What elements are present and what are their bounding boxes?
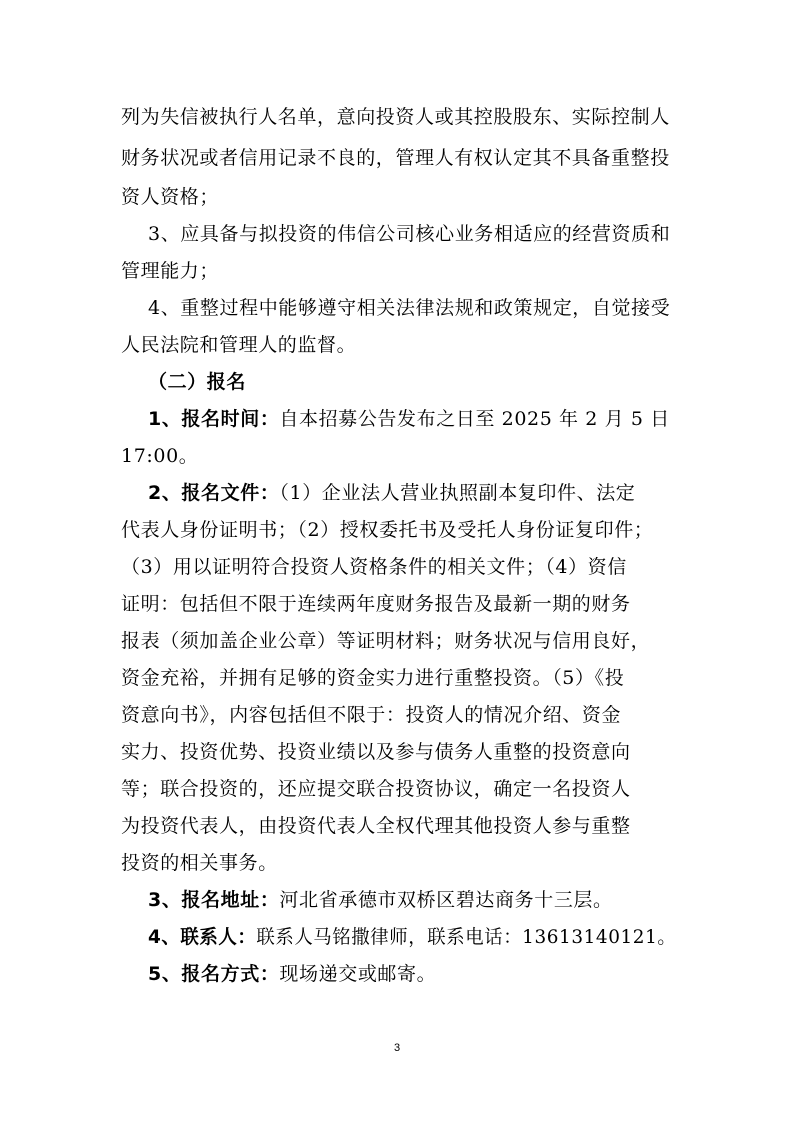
item-registration-address: [148, 887, 613, 913]
section-heading: （二）报名: [148, 371, 247, 393]
item-text: 自本招募公告发布之日至 2025 年 2 月 5 日: [279, 408, 670, 430]
item-label: 4、联系人：: [148, 926, 257, 948]
body-line: 资意向书》，内容包括但不限于：投资人的情况介绍、资金: [121, 704, 622, 726]
item-label: 5、报名方式：: [148, 963, 280, 985]
item-registration-documents: [148, 480, 635, 506]
item-registration-time: [148, 406, 670, 432]
body-line: 代表人身份证明书；（2）授权委托书及受托人身份证复印件；: [121, 519, 654, 541]
body-line: 资人资格；: [121, 186, 220, 208]
body-line: 3、应具备与拟投资的伟信公司核心业务相适应的经营资质和: [148, 223, 671, 245]
body-line: 管理能力；: [121, 260, 220, 282]
page-number: 3: [393, 1042, 401, 1054]
body-line: 等；联合投资的，还应提交联合投资协议，确定一名投资人: [121, 778, 631, 800]
body-line: 投资的相关事务。: [121, 852, 278, 874]
body-line: 资金充裕，并拥有足够的资金实力进行重整投资。（5）《投: [121, 667, 625, 689]
body-line: 4、重整过程中能够遵守相关法律法规和政策规定，自觉接受: [148, 297, 671, 319]
item-label: 2、报名文件：: [148, 482, 280, 504]
item-label: 3、报名地址：: [148, 889, 280, 911]
item-text: 现场递交或邮寄。: [279, 963, 437, 985]
item-text: 联系人马铭撒律师，联系电话：13613140121。: [256, 926, 677, 948]
body-line: 列为失信被执行人名单，意向投资人或其控股股东、实际控制人: [121, 106, 670, 128]
body-line: 17:00。: [121, 445, 199, 467]
item-text: 河北省承德市双桥区碧达商务十三层。: [279, 889, 613, 911]
body-line: 财务状况或者信用记录不良的，管理人有权认定其不具备重整投: [121, 147, 670, 169]
body-line: 为投资代表人，由投资代表人全权代理其他投资人参与重整: [121, 815, 631, 837]
item-contact-person: [148, 924, 676, 950]
item-label: 1、报名时间：: [148, 408, 280, 430]
body-line: 实力、投资优势、投资业绩以及参与债务人重整的投资意向: [121, 741, 631, 763]
item-registration-method: [148, 961, 436, 987]
body-line: 证明：包括但不限于连续两年度财务报告及最新一期的财务: [121, 593, 631, 615]
body-line: （3）用以证明符合投资人资格条件的相关文件；（4）资信: [121, 556, 627, 578]
item-text: （1）企业法人营业执照副本复印件、法定: [279, 482, 636, 504]
body-line: 人民法院和管理人的监督。: [121, 334, 357, 356]
body-line: 报表（须加盖企业公章）等证明材料；财务状况与信用良好，: [121, 630, 651, 652]
